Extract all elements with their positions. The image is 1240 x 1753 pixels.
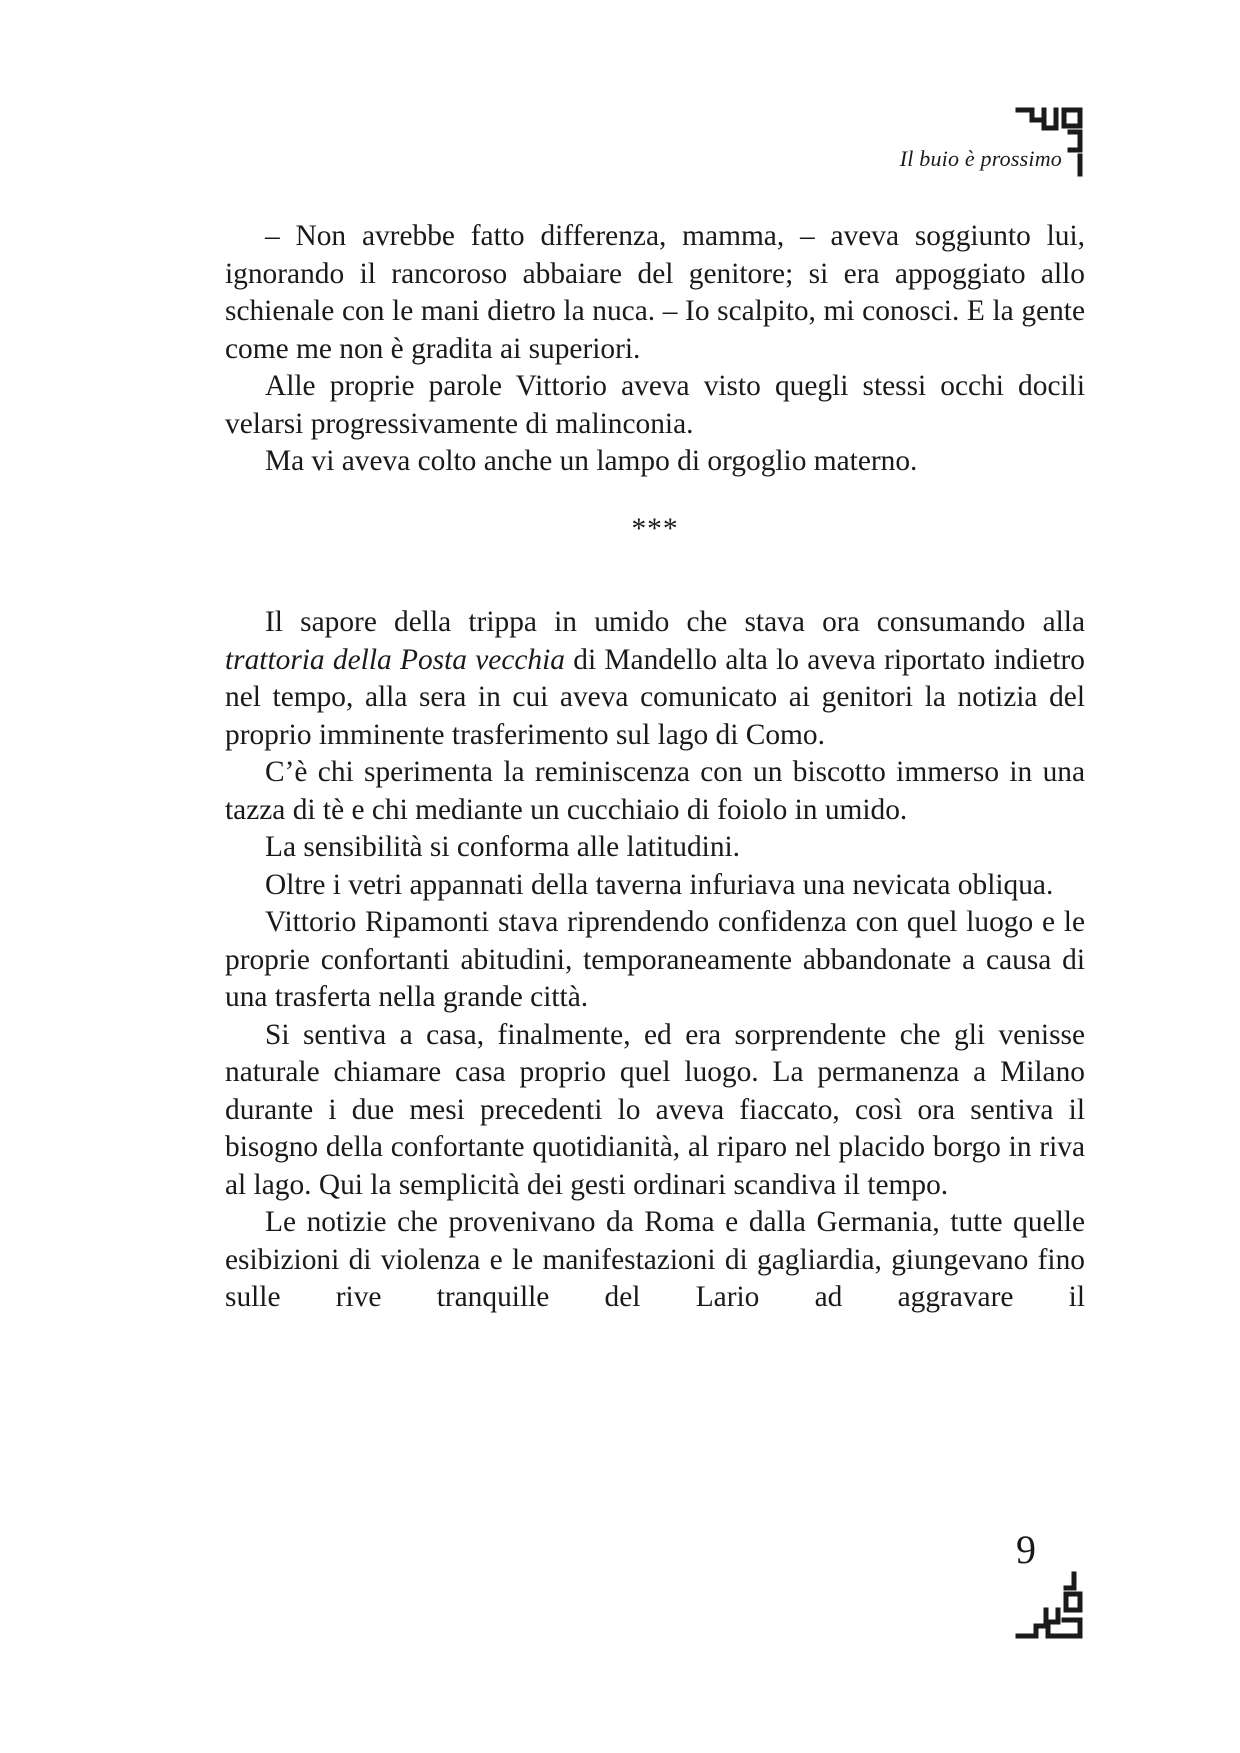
- section-break: ***: [631, 512, 679, 545]
- paragraph: La sensibilità si conforma alle latitudini.: [265, 831, 741, 863]
- paragraph: Le notizie che provenivano da Roma e dalla Germania, tutte quelle esibizioni di violenza e le manifestazioni di gagliardia, giungevano fino sulle rive tranquille del Lario ad aggravare il: [225, 1206, 1085, 1313]
- running-header-title: Il buio è prossimo: [899, 146, 1062, 171]
- paragraph: Alle proprie parole Vittorio aveva visto quegli stessi occhi docili velarsi progressivamente di malinconia.: [225, 370, 1085, 440]
- paragraph: C’è chi sperimenta la reminiscenza con un biscotto immerso in una tazza di tè e chi mediante un cucchiaio di foiolo in umido.: [225, 756, 1085, 826]
- paragraph: Vittorio Ripamonti stava riprendendo confidenza con quel luogo e le proprie confortanti abitudini, temporaneamente abbandonate a causa di una trasferta nella grande città.: [225, 906, 1085, 1013]
- page-number: 9: [1016, 1527, 1036, 1572]
- paragraph-text: Il sapore della trippa in umido che stava ora consumando alla: [265, 606, 1085, 638]
- paragraph: Ma vi aveva colto anche un lampo di orgoglio materno.: [265, 445, 918, 477]
- paragraph: Oltre i vetri appannati della taverna infuriava una nevicata obliqua.: [265, 868, 1054, 901]
- italic-restaurant-name: trattoria della Posta vecchia: [225, 643, 565, 676]
- corner-ornament-bottom-icon: [1014, 1570, 1086, 1642]
- paragraph: [225, 604, 1085, 754]
- paragraph-text: di Mandello alta lo aveva riportato indietro nel tempo, alla sera in cui aveva comunicato ai genitori la notizia del proprio imminente trasferimento sul lago di Como.: [225, 643, 1085, 751]
- paragraph: Si sentiva a casa, finalmente, ed era sorprendente che gli venisse naturale chiamare casa proprio quel luogo. La permanenza a Milano durante i due mesi precedenti lo aveva fiaccato, così ora sentiva il bisogno della confortante quotidianità, al riparo nel placido borgo in riva al lago. Qui la semplicità dei gesti ordinari scandiva il tempo.: [225, 1018, 1085, 1201]
- body-text: [225, 218, 1085, 1317]
- paragraph: – Non avrebbe fatto differenza, mamma, – aveva soggiunto lui, ignorando il rancoroso abbaiare del genitore; si era appoggiato allo schienale con le mani dietro la nuca. – Io scalpito, mi conosci. E la gente come me non è gradita ai superiori.: [225, 220, 1085, 365]
